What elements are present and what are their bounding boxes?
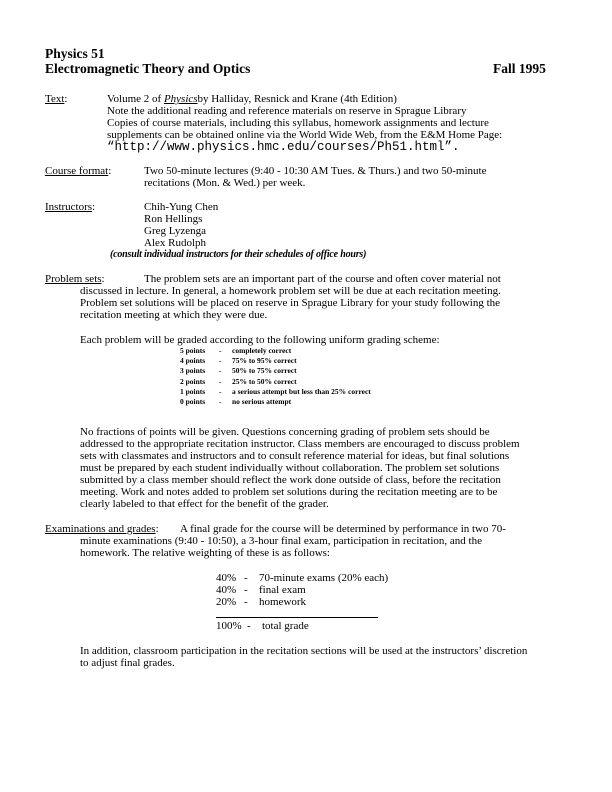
instructor-name: Chih-Yung Chen — [144, 201, 219, 213]
weight-description: final exam — [259, 584, 306, 597]
instructor-name: Ron Hellings — [144, 213, 203, 225]
weight-description: homework — [259, 596, 307, 609]
instructor-name: Greg Lyzenga — [144, 225, 206, 237]
grade-separator: - — [219, 366, 222, 376]
text-line-2: Note the additional reading and reference materials on reserve in Sprague Library — [107, 105, 467, 117]
grade-separator: - — [219, 397, 222, 407]
grading-row — [180, 387, 371, 397]
text-line-1 — [107, 93, 397, 105]
grade-description: 50% to 75% correct — [232, 366, 297, 376]
grade-points: 2 points — [180, 376, 206, 386]
grading-row — [180, 397, 371, 407]
total-separator: - — [247, 620, 251, 632]
text-line-1-prefix: Volume 2 of — [107, 93, 164, 105]
course-format-line-1: Two 50-minute lectures (9:40 - 10:30 AM Tues. & Thurs.) and two 50-minute — [144, 165, 487, 177]
problem-sets-para-2-line: must be prepared by each student individually without collaboration. The problem set solutions — [80, 462, 500, 474]
total-percent: 100% — [216, 620, 242, 632]
course-number: Physics 51 — [45, 46, 105, 61]
problem-sets-para-2-line: No fractions of points will be given. Questions concerning grading of problem sets should be — [80, 426, 490, 438]
course-format-line-2: recitations (Mon. & Wed.) per week. — [144, 177, 306, 189]
exams-para-2-line: to adjust final grades. — [80, 657, 175, 669]
grading-row — [180, 356, 371, 366]
problem-sets-para-2-line: meeting. Work and notes added to problem set solutions during the recitation meeting are to be — [80, 486, 498, 498]
text-label-wrap: Text: — [45, 93, 68, 105]
grade-points: 3 points — [180, 366, 206, 376]
weight-percent: 40% — [216, 572, 237, 584]
term: Fall 1995 — [493, 61, 546, 76]
total-description: total grade — [262, 620, 309, 632]
problem-sets-para-1-first: The problem sets are an important part of the course and often cover material not — [144, 273, 501, 285]
grade-description: completely correct — [232, 346, 292, 355]
instructors-label: Instructors — [45, 201, 93, 213]
problem-sets-para-2-line: clearly labeled to that effect for the benefit of the grader. — [80, 498, 329, 510]
grade-description: 25% to 50% correct — [232, 376, 297, 386]
grading-intro: Each problem will be graded according to the following uniform grading scheme: — [80, 334, 440, 346]
grade-points: 5 points — [180, 346, 206, 355]
weight-row — [216, 596, 388, 608]
problem-sets-para-2-line: addressed to the appropriate recitation instructor. Class members are encouraged to discuss problem — [80, 438, 520, 450]
exams-para-1-line: homework. The relative weighting of these is as follows: — [80, 547, 330, 559]
grade-separator: - — [219, 376, 222, 386]
weight-percent: 20% — [216, 596, 237, 609]
problem-sets-label-wrap: Problem sets: — [45, 273, 105, 285]
text-line-4: supplements can be obtained online via the World Wide Web, from the E&M Home Page: — [107, 129, 503, 141]
grading-row — [180, 377, 371, 387]
course-format-label: Course format — [45, 165, 109, 177]
grade-points: 4 points — [180, 356, 206, 366]
weight-separator: - — [244, 572, 248, 584]
total-row — [216, 620, 309, 632]
exams-label-wrap: Examinations and grades: — [45, 523, 159, 535]
text-line-3: Copies of course materials, including this syllabus, homework assignments and lecture — [107, 117, 489, 129]
course-format-label-wrap: Course format: — [45, 165, 112, 177]
weight-description: 70-minute exams (20% each) — [259, 572, 389, 584]
grading-row — [180, 346, 371, 356]
grade-points: 1 points — [180, 386, 206, 396]
grade-points: 0 points — [180, 397, 206, 407]
grading-scheme-table — [180, 346, 371, 407]
problem-sets-para-1-line: discussed in lecture. In general, a homework problem set will be due at each recitation meeting. — [80, 285, 501, 297]
instructors-label-wrap: Instructors: — [45, 201, 96, 213]
problem-sets-para-2-line: submitted by a class member should reflect the work done outside of class, before the recitation — [80, 474, 501, 486]
text-line-1-suffix: by Halliday, Resnick and Krane (4th Edition) — [197, 93, 397, 105]
problem-sets-para-1-line: recitation meeting at which they were due. — [80, 309, 268, 321]
problem-sets-para-2-line: sets with classmates and instructors and to consult reference material for ideas, but final solutions — [80, 450, 510, 462]
grading-row — [180, 366, 371, 376]
grade-description: no serious attempt — [232, 397, 292, 407]
problem-sets-para-1-line: Problem set solutions will be placed on reserve in Sprague Library for your study following the — [80, 297, 501, 309]
weight-percent: 40% — [216, 584, 237, 597]
exams-para-2-line: In addition, classroom participation in the recitation sections will be used at the instructors’ discretion — [80, 645, 528, 657]
exams-para-1-first: A final grade for the course will be determined by performance in two 70- — [180, 523, 506, 535]
weight-separator: - — [244, 584, 248, 597]
book-title: Physics — [163, 93, 198, 105]
grade-description: 75% to 95% correct — [232, 356, 297, 366]
weight-row — [216, 584, 388, 596]
weight-row — [216, 572, 388, 584]
exams-label: Examinations and grades — [45, 523, 156, 535]
grade-separator: - — [219, 356, 222, 366]
grade-separator: - — [219, 346, 222, 355]
home-page-url: “http://www.physics.hmc.edu/courses/Ph51.html”. — [107, 140, 460, 154]
text-label: Text — [45, 93, 65, 105]
course-title: Electromagnetic Theory and Optics — [45, 61, 251, 76]
grade-weights-table — [216, 572, 388, 609]
exams-para-1-line: minute examinations (9:40 - 10:50), a 3-hour final exam, participation in recitation, and the — [80, 535, 482, 547]
problem-sets-label: Problem sets — [45, 273, 102, 285]
total-divider — [216, 617, 378, 618]
grade-separator: - — [219, 386, 222, 396]
grade-description: a serious attempt but less than 25% correct — [232, 386, 371, 396]
office-hours-note: (consult individual instructors for their schedules of office hours) — [110, 249, 367, 260]
weight-separator: - — [244, 596, 248, 609]
instructor-name: Alex Rudolph — [144, 237, 207, 249]
